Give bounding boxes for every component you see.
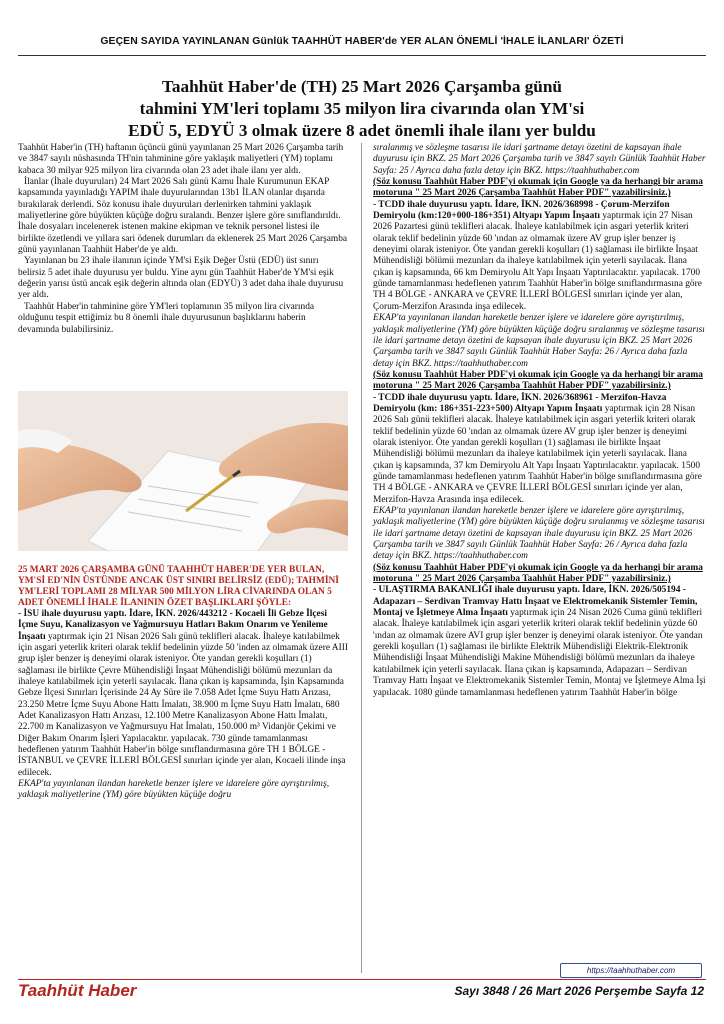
tender-item-2-note: EKAP'ta yayınlanan ilandan hareketle benzer işlere ve idarelere göre ayrıştırılmış, yaklaşık maliyetlerine (YM) göre büyükten küçüğe doğru sıralanmış ve sözleşme tasarısı ile idari şartname detayı özetini de kapsayan ihale duyurusu için BKZ. 25 Mart 2026 Çarşamba tarih ve 3847 sayılı Günlük Taahhüt Haber Sayfa: 26 / Ayrıca daha fazla detay için BKZ. https://taahhuthaber.com [373,313,705,369]
tender-item-2 [373,200,706,313]
hands-document-illustration [18,391,348,551]
tender-item-1-note: EKAP'ta yayınlanan ilandan hareketle benzer işlere ve idarelere göre ayrıştırılmış, yaklaşık maliyetlerine (YM) göre büyükten küçüğe doğru [18,779,330,801]
tender-item-3-body: yaptırmak için 28 Nisan 2026 Salı günü teklifleri alacak. İhaleye katılabilmek için asgari yeterlik kriteri olarak teklif bedelinin yüzde 60 'ından az olmamak üzere AV grup işler benzer iş deneyimi olarak isteniyor. Öte yandan gerekli koşulları (1) sağlaması ile birlikte İnşaat Mühendisliği bölümü mezunları da ihaleye katılabilmek için yeterli sayılacak. İlana çıkan iş kapsamında, 37 km Demiryolu Alt Yapı İnşaatı Yaptırılacaktır. yapılacak. 1500 günde tamamlanması hedeflenen yatırım Taahhüt Haber'in bölge sınıflandırmasına göre TH 4 BÖLGE - ANKARA ve ÇEVRE İLLERİ BÖLGESİ sınırları içinde yer alan, Merzifon-Havza Arasında inşa edilecek. [373,403,702,505]
edu-section-title: 25 MART 2026 ÇARŞAMBA GÜNÜ TAAHHÜT HABER'DE YER BULAN, YM'Sİ ED'NİN ÜSTÜNDE ANCAK ÜST SINIRI BELİRSİZ (EDÜ); TAHMİNİ YM'LERİ TOPLAMI 28 MİLYAR 500 MİLYON LİRA CİVARINDA OLAN 5 ADET ÖNEMLİ İHALE İLANININ ÖZET BAŞLIKLARI ŞÖYLE: [18,564,339,608]
column-divider [361,143,362,973]
tender-item-3 [373,393,706,506]
tender-item-2-body: yaptırmak için 27 Nisan 2026 Pazartesi günü teklifleri alacak. İhaleye katılabilmek için asgari yeterlik kriteri olarak teklif bedelinin yüzde 60 'ından az olmamak üzere AV grup işler benzer iş deneyimi olarak isteniyor. Öte yandan gerekli koşulları (1) sağlaması ile birlikte İnşaat Mühendisliği bölümü mezunları da ihaleye katılabilmek için yeterli sayılacak. İlana çıkan iş kapsamında, 66 km Demiryolu Alt Yapı İnşaatı Yaptırılacaktır. yapılacak. 1700 günde tamamlanması hedeflenen yatırım Taahhüt Haber'in bölge sınıflandırmasına göre TH 4 BÖLGE - ANKARA ve ÇEVRE İLLERİ BÖLGESİ sınırları içinde yer alan, Çorum-Merzifon Arasında inşa edilecek. [373,211,702,312]
handshake-photo [18,391,348,551]
tender-item-4-body: yaptırmak için 24 Nisan 2026 Cuma günü teklifleri alacak. İhaleye katılabilmek için asgari yeterlik kriteri olarak teklif bedelinin yüzde 60 'ından az olmamak üzere AVI grup işler benzer iş deneyimi olarak isteniyor. Öte yandan gerekli koşulları (1) sağlaması ile birlikte Elektrik Mühendisliği Elektrik-Elektronik Mühendisliği İnşaat Mühendisliği Makine Mühendisliği bölümü mezunları da ihaleye katılabilmek için yeterli sayılacak. İlana çıkan iş kapsamında, Adapazarı – Serdivan Tramvay Hattı İnşaat ve Elektromekanik Sistemler Temin, Montaj ve İşletmeye Alma İşi yapılacak. 1080 günde tamamlanması hedeflenen yatırım Taahhüt Haber'in bölge [373,608,706,698]
headline-line-1: Taahhüt Haber'de (TH) 25 Mart 2026 Çarşamba günü [162,77,562,96]
left-column [18,143,348,802]
top-divider [18,55,706,56]
brand-logo: Taahhüt Haber [18,981,137,1000]
issue-info: Sayı 3848 / 26 Mart 2026 Perşembe Sayfa 12 [454,984,704,998]
tender-item-3-title: - TCDD ihale duyurusu yaptı. İdare, İKN. 2026/368961 - Merzifon-Havza Demiryolu (km: 186+351-223+500) Altyapı Yapım İnşaatı [373,392,667,414]
tender-item-1 [18,609,348,779]
summary-paragraph: Taahhüt Haber'in tahminine göre YM'leri toplamının 35 milyon lira civarında olduğunu tespit ettiğimiz bu 8 önemli ihale duyurusunun başlıklarını haberin devamında bulabilirsiniz. [18,301,315,335]
tender-item-1-title: - İSU ihale duyurusu yaptı. İdare, İKN. 2026/443212 - Kocaeli İli Gebze İlçesi İçme Suyu, Kanalizasyon ve Yağmursuyu Hatları Bakım Onarım ve Yenileme İnşaatı [18,608,328,642]
headline-line-3: EDÜ 5, EDYÜ 3 olmak üzere 8 adet önemli ihale ilanı yer buldu [128,121,596,140]
tender-item-3-note: EKAP'ta yayınlanan ilandan hareketle benzer işlere ve idarelere göre ayrıştırılmış, yaklaşık maliyetlerine (YM) göre büyükten küçüğe doğru sıralanmış ve sözleşme tasarısı ile idari şartname detayı özetini de kapsayan ihale duyurusu için BKZ. 25 Mart 2026 Çarşamba tarih ve 3847 sayılı Günlük Taahhüt Haber Sayfa: 26 / Ayrıca daha fazla detay için BKZ. https://taahhuthaber.com [373,506,705,562]
tender-item-4 [373,585,706,698]
headline-line-2: tahmini YM'leri toplamı 35 milyon lira civarında olan YM'si [139,99,585,118]
headline [30,76,694,142]
tender-item-2-title: - TCDD ihale duyurusu yaptı. İdare, İKN. 2026/368998 - Çorum-Merzifon Demiryolu (km:120+000-186+351) Altyapı Yapım İnşaatı [373,199,670,222]
method-paragraph: İlanlar (İhale duyuruları) 24 Mart 2026 Salı günü Kamu İhale Kurumunun EKAP kapsamında yayınladığı YAPIM ihale duyurularından 13b1 İLAN olanlar dışarıda bırakılarak derlendi. Söz konusu ihale duyuruları derlenirken tahmini yaklaşık maliyetlerine göre büyükten küçüğe doğru sıralandı. Benzer işlere göre sınıflandırıldı. İhale dosyaları incelenerek istenen makine ekipman ve teknik personel listesi ile birlikte özetlendi ve yıllara sari ödenek durumları da eklenerek 25 Mart 2026 Çarşamba günü yayınlanan Taahhüt Haber'de ye aldı. [18,177,348,256]
tender-item-1-body: yaptırmak için 21 Nisan 2026 Salı günü teklifleri alacak. İhaleye katılabilmek için asgari yeterlik kriteri olarak teklif bedelinin yüzde 50 'inden az olmamak üzere AIII grup işler benzer iş deneyimi olarak isteniyor. Öte yandan gerekli koşulları (1) sağlaması ile birlikte Çevre Mühendisliği İnşaat Mühendisliği bölümü mezunları da ihaleye katılabilmek için yeterli sayılacak. İlana çıkan iş kapsamında, İşin Kapsamında Gebze İlçesi Sınırları İçerisinde 24 Ay Süre ile 7.058 Adet İçme Suyu Hattı Arızası, 23.250 Metre İçme Suyu Abone Hattı İmalatı, 38.900 m İçme Suyu Hattı İmalatı, 680 Adet Kanalizasyon Hattı Arızası, 12.100 Metre Kanalizasyon Abone Hattı İmalatı, 22.700 m Kanalizasyon ve Yağmursuyu Hat İmalatı, 150.000 m³ Vidanjör Çekimi ve Diğer Bakım Onarım İşleri Yapılacaktır. yapılacak. 730 günde tamamlanması hedeflenen yatırım Taahhüt Haber'in bölge sınıflandırmasına göre TH 1 BÖLGE - İSTANBUL ve ÇEVRE İLLERİ BÖLGESİ sınırları içinde yer alan, Kocaeli ilinde inşa edilecek. [18,631,348,778]
tender-item-1-note-cont: sıralanmış ve sözleşme tasarısı ile idari şartname detayı özetini de kapsayan ihale duyurusu için BKZ. 25 Mart 2026 Çarşamba tarih ve 3847 sayılı Günlük Taahhüt Haber Sayfa: 25 / Ayrıca daha fazla detay için BKZ. https://taahhuthaber.com [373,143,706,176]
tender-item-4-title: - ULAŞTIRMA BAKANLIĞI ihale duyurusu yaptı. İdare, İKN. 2026/505194 - Adapazarı – Serdivan Tramvay Hattı İnşaat ve Elektromekanik Sistemler Temin, Montaj ve İşletmeye Alma İnşaatı [373,585,698,619]
website-link[interactable]: https://taahhuthaber.com [560,963,702,978]
intro-paragraph: Taahhüt Haber'in (TH) haftanın üçüncü günü yayınlanan 25 Mart 2026 Çarşamba tarih ve 3847 sayılı nüshasında TH'nin tahminine göre yaklaşık maliyetleri (YM) toplamı kabaca 30 milyar 925 milyon lira civarında olan 23 adet ihale ilanı yer aldı. [18,143,344,176]
search-note-1: (Söz konusu Taahhüt Haber PDF'yi okumak için Google ya da herhangi bir arama motoruna " 25 Mart 2026 Çarşamba Taahhüt Haber PDF" yazabilirsiniz.) [373,177,703,199]
search-note-2: (Söz konusu Taahhüt Haber PDF'yi okumak için Google ya da herhangi bir arama motoruna " 25 Mart 2026 Çarşamba Taahhüt Haber PDF" yazabilirsiniz.) [373,369,703,392]
search-note-3: (Söz konusu Taahhüt Haber PDF'yi okumak için Google ya da herhangi bir arama motoruna " 25 Mart 2026 Çarşamba Taahhüt Haber PDF" yazabilirsiniz.) [373,562,703,585]
footer-divider [18,979,706,980]
count-paragraph: Yayınlanan bu 23 ihale ilanının içinde YM'si Eşik Değer Üstü (EDÜ) üst sınırı belirsiz 5 adet ihale duyurusu yer buldu. Yine aynı gün Taahhüt Haber'de YM'si eşik değerin yarısı üstü ancak eşik değerin altında olan (EDYÜ) 3 adet daha ihale duyurusu yer aldı. [18,256,344,301]
right-column [373,143,706,699]
page-top-title: GEÇEN SAYIDA YAYINLANAN Günlük TAAHHÜT HABER'de YER ALAN ÖNEMLİ 'İHALE İLANLARI' ÖZETİ [100,36,624,47]
